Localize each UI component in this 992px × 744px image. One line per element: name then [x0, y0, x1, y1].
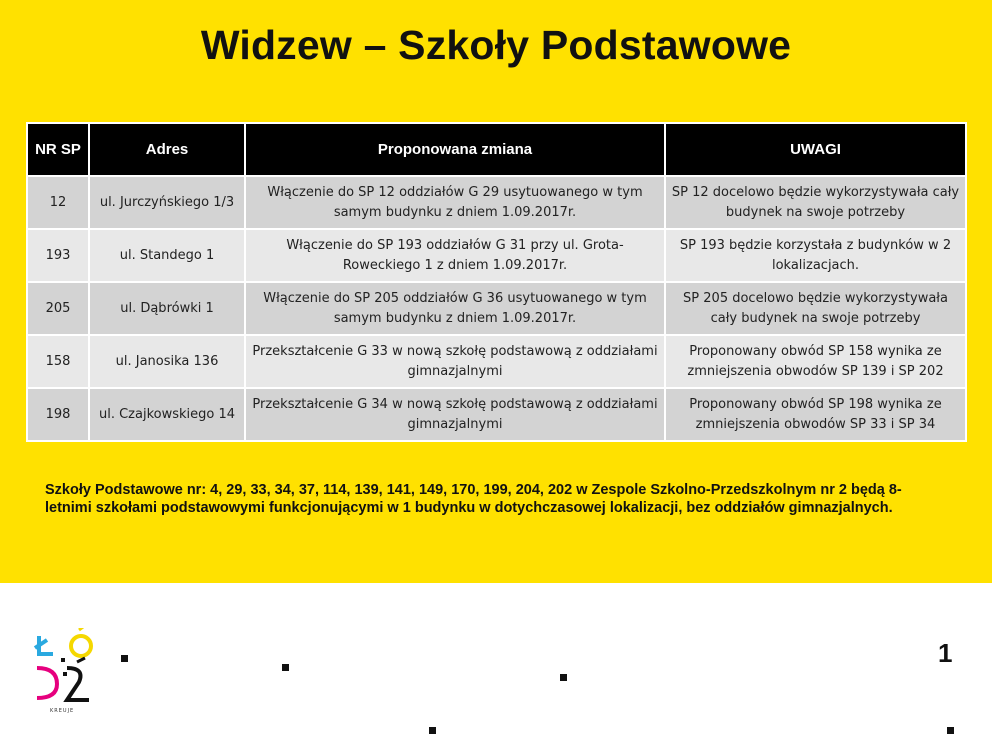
logo-word: KREUJE — [50, 708, 75, 714]
header-nr-sp: NR SP — [27, 123, 89, 176]
cell-uwagi: SP 12 docelowo będzie wykorzystywała cały budynek na swoje potrzeby — [665, 176, 966, 229]
cell-nr: 12 — [27, 176, 89, 229]
decorative-dot — [282, 664, 289, 671]
cell-nr: 158 — [27, 335, 89, 388]
schools-note: Szkoły Podstawowe nr: 4, 29, 33, 34, 37, 114, 139, 141, 149, 170, 199, 204, 202 w Zespole Szkolno-Przedszkolnym nr 2 będą 8-letnimi szkołami podstawowymi funkcjonującymi w 1 budynku w dotychczasowej lokalizacji, bez oddziałów gimnazjalnych. — [45, 482, 902, 516]
decorative-dot — [560, 674, 567, 681]
cell-adres: ul. Dąbrówki 1 — [89, 282, 245, 335]
cell-zmiana: Włączenie do SP 193 oddziałów G 31 przy ul. Grota-Roweckiego 1 z dniem 1.09.2017r. — [245, 229, 665, 282]
table-row — [27, 282, 966, 335]
cell-nr: 198 — [27, 388, 89, 441]
decorative-dot — [121, 655, 128, 662]
cell-zmiana: Włączenie do SP 12 oddziałów G 29 usytuowanego w tym samym budynku z dniem 1.09.2017r. — [245, 176, 665, 229]
page-number: 1 — [938, 638, 953, 668]
cell-uwagi: Proponowany obwód SP 158 wynika ze zmniejszenia obwodów SP 139 i SP 202 — [665, 335, 966, 388]
table-header-row — [27, 123, 966, 176]
schools-table — [26, 122, 965, 442]
cell-zmiana: Przekształcenie G 33 w nową szkołę podstawową z oddziałami gimnazjalnymi — [245, 335, 665, 388]
table-row — [27, 335, 966, 388]
cell-zmiana: Przekształcenie G 34 w nową szkołę podstawową z oddziałami gimnazjalnymi — [245, 388, 665, 441]
cell-nr: 205 — [27, 282, 89, 335]
cell-uwagi: Proponowany obwód SP 198 wynika ze zmniejszenia obwodów SP 33 i SP 34 — [665, 388, 966, 441]
table-row — [27, 388, 966, 441]
cell-adres: ul. Czajkowskiego 14 — [89, 388, 245, 441]
cell-adres: ul. Jurczyńskiego 1/3 — [89, 176, 245, 229]
page-title: Widzew – Szkoły Podstawowe — [200, 22, 792, 68]
header-proponowana-zmiana: Proponowana zmiana — [245, 123, 665, 176]
table-row — [27, 229, 966, 282]
header-adres: Adres — [89, 123, 245, 176]
cell-adres: ul. Janosika 136 — [89, 335, 245, 388]
header-uwagi: UWAGI — [665, 123, 966, 176]
cell-nr: 193 — [27, 229, 89, 282]
cell-uwagi: SP 193 będzie korzystała z budynków w 2 lokalizacjach. — [665, 229, 966, 282]
lodz-logo-icon — [33, 628, 103, 718]
cell-adres: ul. Standego 1 — [89, 229, 245, 282]
decorative-dot — [947, 727, 954, 734]
cell-uwagi: SP 205 docelowo będzie wykorzystywała cały budynek na swoje potrzeby — [665, 282, 966, 335]
table-row — [27, 176, 966, 229]
cell-zmiana: Włączenie do SP 205 oddziałów G 36 usytuowanego w tym samym budynku z dniem 1.09.2017r. — [245, 282, 665, 335]
decorative-dot — [429, 727, 436, 734]
